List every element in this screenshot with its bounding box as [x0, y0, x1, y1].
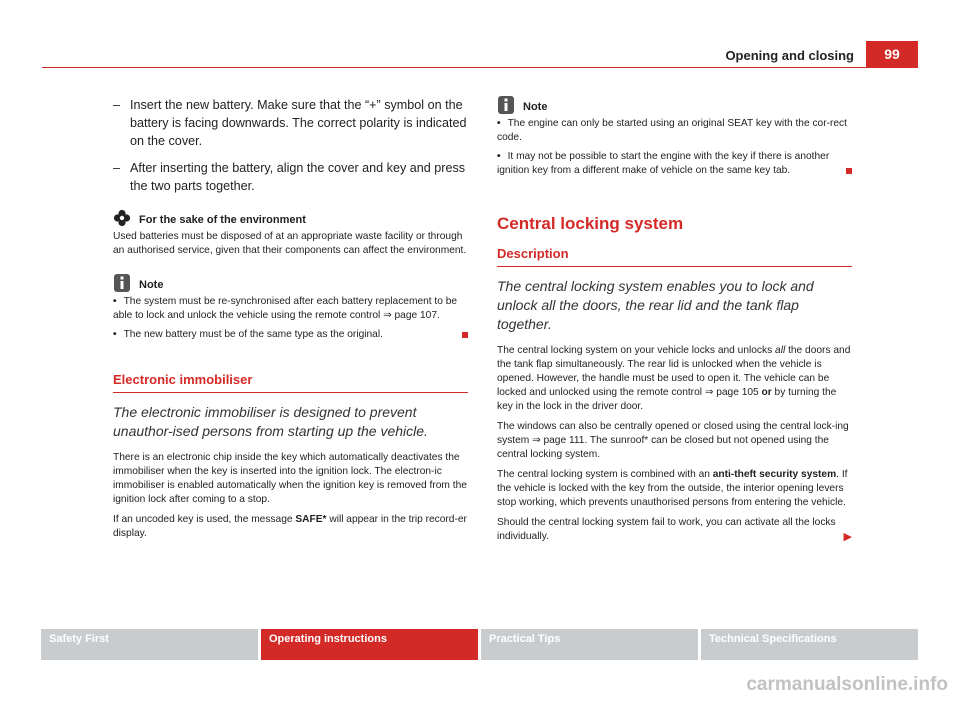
note-bullet: • The new battery must be of the same type as the original.	[113, 328, 468, 342]
environment-text: Used batteries must be disposed of at an appropriate waste facility or through an authorised service, given that their components can affect the environment.	[113, 231, 467, 256]
right-column	[497, 96, 852, 550]
leaf-flower-icon	[113, 209, 131, 227]
footer-tab-practical-tips[interactable]: Practical Tips	[481, 629, 698, 660]
dash-marker: –	[113, 98, 121, 112]
paragraph: If an uncoded key is used, the message SAFE* will appear in the trip record-er display.	[113, 514, 467, 539]
paragraph: The windows can also be centrally opened or closed using the central lock-ing system ⇒ page 111. The sunroof* can be closed but not opened using the central locking system.	[497, 421, 849, 460]
note-heading: Note	[113, 274, 468, 292]
section-title-immobiliser: Electronic immobiliser	[113, 373, 468, 393]
left-column	[113, 96, 468, 547]
header-rule	[42, 67, 918, 68]
info-note-icon	[113, 274, 131, 292]
footer-tab-operating-instructions[interactable]: Operating instructions	[261, 629, 478, 660]
note-bullet: • The engine can only be started using an original SEAT key with the cor-rect code.	[497, 118, 847, 143]
section-end-icon	[462, 332, 468, 338]
footer-tab-technical-specifications[interactable]: Technical Specifications	[701, 629, 918, 660]
footer-tab-safety-first[interactable]: Safety First	[41, 629, 258, 660]
continue-arrow-icon: ▶	[843, 531, 852, 543]
dash-marker: –	[113, 161, 121, 175]
section-end-icon	[846, 168, 852, 174]
subsection-title-description: Description	[497, 247, 852, 267]
paragraph: Should the central locking system fail to work, you can activate all the locks individually. ▶	[497, 517, 852, 543]
paragraph: The central locking system on your vehicle locks and unlocks all the doors and the tank flap simultaneously. The rear lid is unlocked when the vehicle is opened. However, the handle must be used to open it. The vehicle can be locked and unlocked using the remote control ⇒ page 105 or by turning the key in the lock in the driver door.	[497, 345, 851, 412]
instruction-step: – Insert the new battery. Make sure that the “+” symbol on the battery is facing downwards. The correct polarity is indicated on the cover.	[113, 98, 467, 148]
note-bullet: • It may not be possible to start the engine with the key if there is another ignition key from a different make of vehicle on the same key tab.	[497, 150, 852, 178]
note-bullet: • The system must be re-synchronised after each battery replacement to be able to lock and unlock the vehicle using the remote control ⇒ page 107.	[113, 296, 458, 321]
running-title: Opening and closing	[725, 48, 854, 63]
paragraph: There is an electronic chip inside the key which automatically deactivates the immobiliser when the key is inserted into the ignition lock. The electron-ic immobiliser is enabled automatically when the ignition key is removed from the ignition lock after coming to a stop.	[113, 452, 467, 505]
footer-nav	[41, 629, 918, 660]
watermark: carmanualsonline.info	[746, 674, 948, 695]
section-intro: The electronic immobiliser is designed to prevent unauthor-ised persons from starting up the vehicle.	[113, 404, 428, 439]
instruction-step: – After inserting the battery, align the cover and key and press the two parts together.	[113, 161, 466, 193]
section-title-central-locking: Central locking system	[497, 214, 684, 233]
info-note-icon	[497, 96, 515, 114]
section-intro: The central locking system enables you to lock and unlock all the doors, the rear lid and the tank flap together.	[497, 278, 814, 332]
note-heading: Note	[497, 96, 852, 114]
paragraph: The central locking system is combined with an anti-theft security system. If the vehicle is locked with the key from the outside, the interior opening levers stop working, which prevents unauthorised persons from entering the vehicle.	[497, 469, 848, 508]
environment-heading: For the sake of the environment	[113, 209, 468, 227]
page-number: 99	[866, 41, 918, 67]
